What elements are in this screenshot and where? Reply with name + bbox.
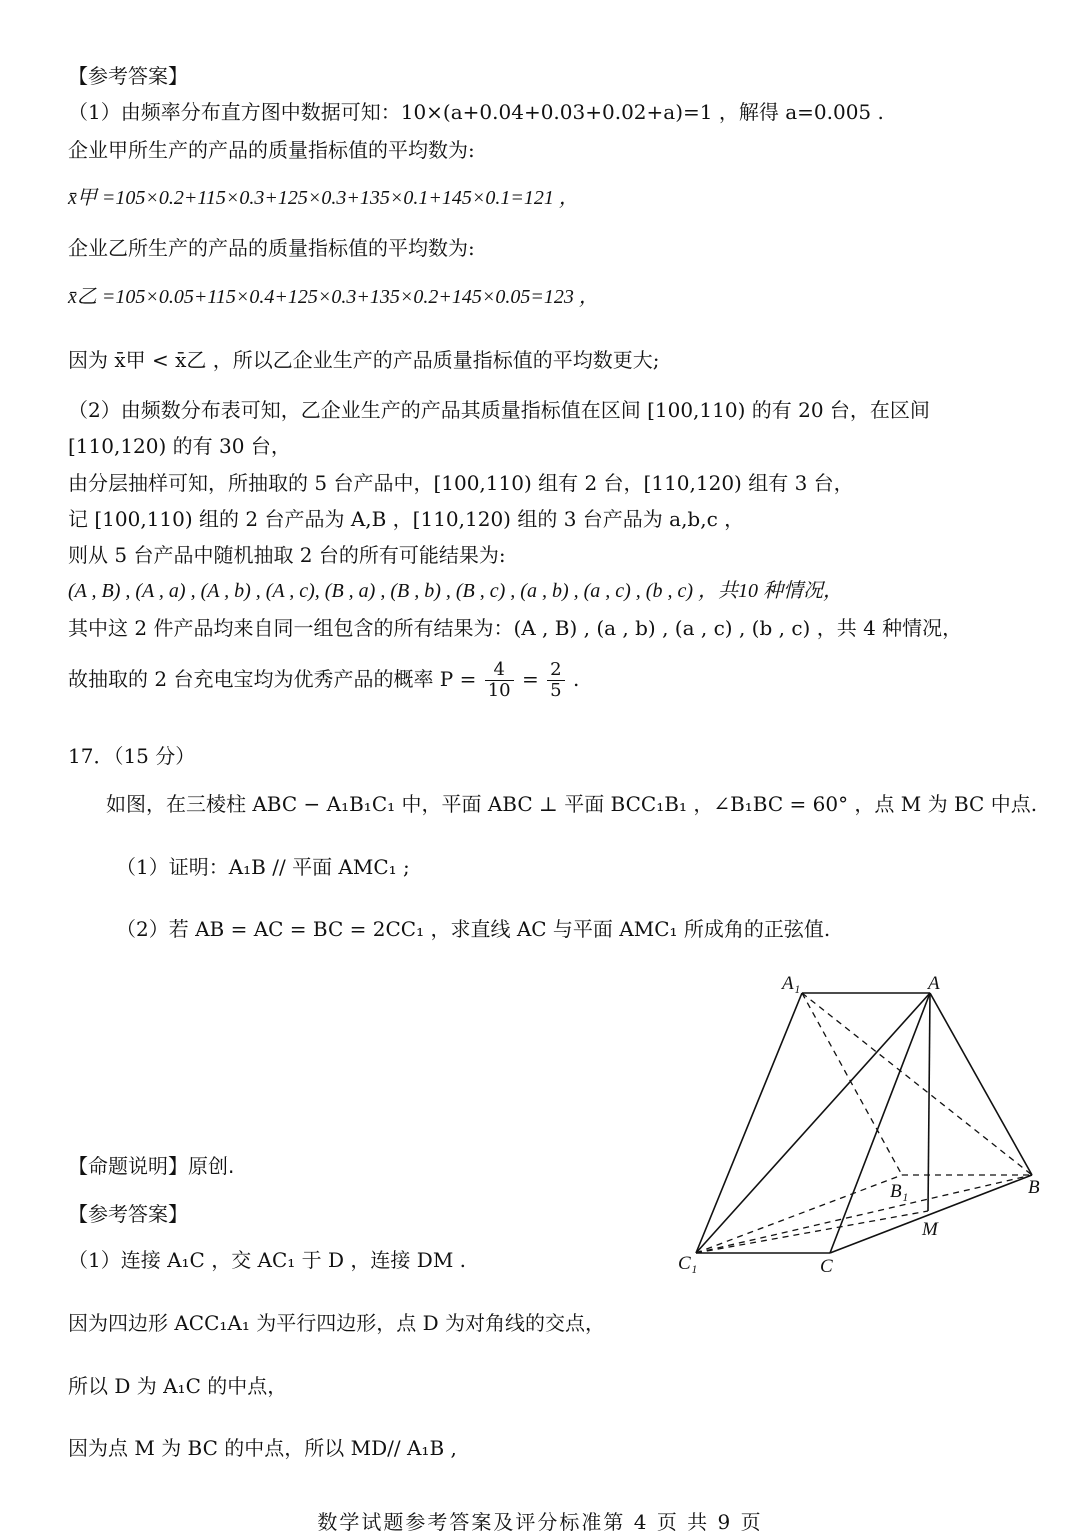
- label-a: A: [928, 973, 940, 994]
- label-a1: A₁: [782, 973, 801, 994]
- period: .: [572, 667, 580, 691]
- question-17-stem: 如图，在三棱柱 ABC − A₁B₁C₁ 中，平面 ABC ⊥ 平面 BCC₁B₁ ，∠B₁BC = 60° ，点 M 为 BC 中点.: [106, 792, 1038, 816]
- all-outcomes-intro: 则从 5 台产品中随机抽取 2 台的所有可能结果为:: [68, 543, 506, 567]
- proposition-note: 【命题说明】原创.: [68, 1154, 235, 1178]
- mean-yi-intro: 企业乙所生产的产品的质量指标值的平均数为:: [68, 236, 475, 260]
- fraction-4-10: [485, 660, 514, 701]
- question-17-title: 17．（15 分）: [68, 744, 196, 768]
- stratified-sampling: 由分层抽样可知，所抽取的 5 台产品中，[100,110) 组有 2 台，[110,120) 组有 3 台，: [68, 471, 854, 495]
- all-outcomes-list: (A , B) , (A , a) , (A , b) , (A , c), (B , a) , (B , b) , (B , c) , (a , b) , (a , c) , (b , c) ，共10 种情况，: [68, 580, 843, 602]
- part2-text: （2）由频数分布表可知，乙企业生产的产品其质量指标值在区间 [100,110) 的有 20 台，在区间: [68, 398, 930, 422]
- prism-figure: [670, 965, 1070, 1285]
- label-m: M: [922, 1219, 938, 1240]
- proof-step-2: 因为四边形 ACC₁A₁ 为平行四边形，点 D 为对角线的交点，: [68, 1311, 605, 1335]
- probability-text: 故抽取的 2 台充电宝均为优秀产品的概率 P =: [68, 667, 477, 691]
- proof-step-4: 因为点 M 为 BC 的中点，所以 MD// A₁B ,: [68, 1436, 457, 1460]
- mean-jia-intro: 企业甲所生产的产品的质量指标值的平均数为:: [68, 138, 475, 162]
- fraction-denominator: 10: [487, 680, 511, 701]
- mean-jia-formula: x̄甲 =105×0.2+115×0.3+125×0.3+135×0.1+145×0.1=121 ，: [68, 187, 579, 209]
- fraction-numerator: 4: [485, 660, 514, 681]
- label-products: 记 [100,110) 组的 2 台产品为 A,B ，[110,120) 组的 3 台产品为 a,b,c ，: [68, 507, 745, 531]
- page-footer: 数学试题参考答案及评分标准第 4 页 共 9 页: [317, 1510, 763, 1534]
- label-b1: B₁: [890, 1181, 909, 1202]
- part2-text-cont: [110,120) 的有 30 台，: [68, 434, 291, 458]
- fraction-denominator: 5: [550, 680, 562, 701]
- label-b: B: [1028, 1177, 1040, 1198]
- fraction-2-5: [547, 660, 564, 701]
- equals-sign: =: [522, 667, 539, 691]
- proof-step-1: （1）连接 A₁C ，交 AC₁ 于 D ，连接 DM .: [68, 1248, 467, 1272]
- mean-compare: 因为 x̄甲 < x̄乙 ，所以乙企业生产的产品质量指标值的平均数更大;: [68, 348, 660, 372]
- probability-line: [68, 660, 579, 701]
- label-c1: C₁: [678, 1253, 698, 1274]
- question-17-part2: （2）若 AB = AC = BC = 2CC₁ ，求直线 AC 与平面 AMC₁ 所成角的正弦值.: [116, 917, 831, 941]
- label-c: C: [820, 1256, 833, 1277]
- part1-text: （1）由频率分布直方图中数据可知：10×(a+0.04+0.03+0.02+a)=1 ，解得 a=0.005 .: [68, 100, 884, 124]
- same-group-outcomes: 其中这 2 件产品均来自同一组包含的所有结果为：(A , B) , (a , b) , (a , c) , (b , c) ，共 4 种情况，: [68, 616, 963, 640]
- answer-heading-1: 【参考答案】: [68, 64, 188, 88]
- proof-step-3: 所以 D 为 A₁C 的中点，: [68, 1374, 288, 1398]
- answer-heading-2: 【参考答案】: [68, 1202, 188, 1226]
- mean-yi-formula: x̄乙 =105×0.05+115×0.4+125×0.3+135×0.2+145×0.05=123 ，: [68, 286, 599, 308]
- fraction-numerator: 2: [547, 660, 564, 681]
- question-17-part1: （1）证明：A₁B // 平面 AMC₁ ;: [116, 855, 410, 879]
